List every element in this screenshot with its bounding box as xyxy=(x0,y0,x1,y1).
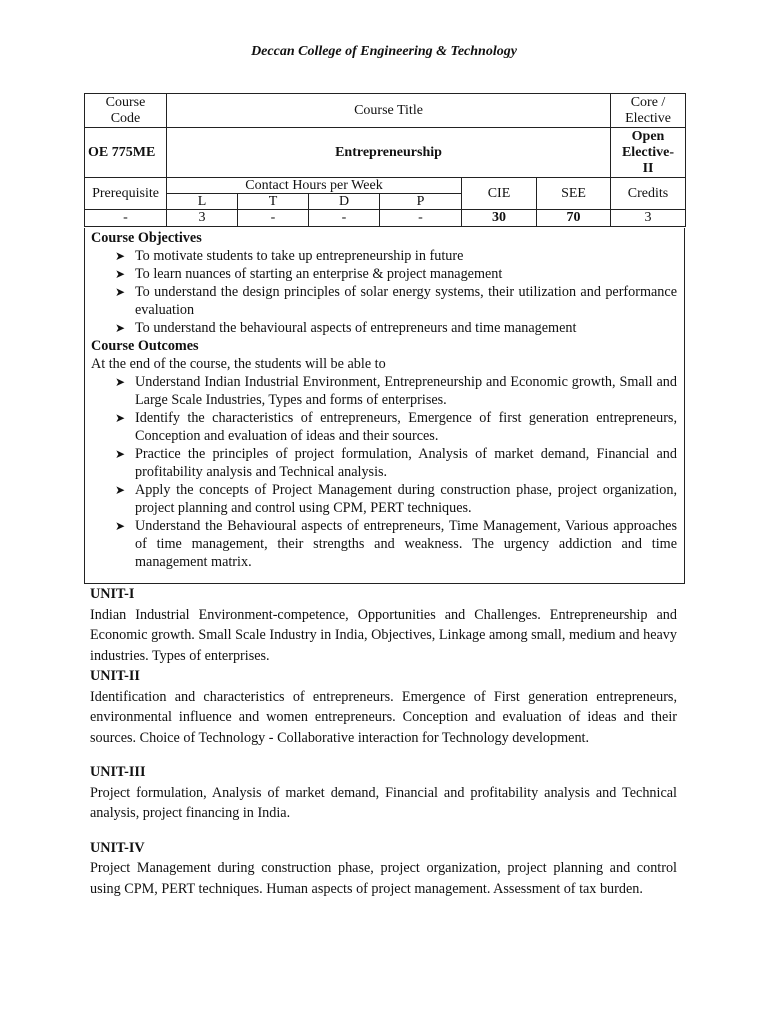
p-header: P xyxy=(380,194,462,210)
unit-body: Project formulation, Analysis of market demand, Financial and profitability analysis and Technical analysis, project financing in India. xyxy=(90,784,677,821)
t-value: - xyxy=(238,210,309,227)
course-code-value: OE 775ME xyxy=(85,128,167,178)
outcomes-heading: Course Outcomes xyxy=(91,338,199,354)
course-title-header: Course Title xyxy=(167,94,611,128)
arrow-bullet-icon: ➤ xyxy=(115,375,126,389)
objectives-heading: Course Objectives xyxy=(91,230,202,246)
outcome-item: ➤ Identify the characteristics of entrepreneurs, Emergence of first generation entrepreneurs, Conception and evaluation of ideas and their sources. xyxy=(115,410,677,444)
unit-title: UNIT-III xyxy=(90,764,146,780)
prerequisite-header: Prerequisite xyxy=(85,178,167,210)
arrow-bullet-icon: ➤ xyxy=(115,483,126,497)
outcome-item: ➤ Practice the principles of project formulation, Analysis of market demand, Financial and profitability analysis and Technical analysis. xyxy=(115,446,677,480)
outcomes-list xyxy=(91,373,677,571)
see-value: 70 xyxy=(537,210,611,227)
d-header: D xyxy=(309,194,380,210)
arrow-bullet-icon: ➤ xyxy=(115,285,126,299)
credits-value: 3 xyxy=(611,210,686,227)
contact-hours-header: Contact Hours per Week xyxy=(167,178,462,194)
t-header: T xyxy=(238,194,309,210)
outcome-item: ➤ Apply the concepts of Project Management during construction phase, project organization, project planning and control using CPM, PERT techniques. xyxy=(115,482,677,516)
d-value: - xyxy=(309,210,380,227)
arrow-bullet-icon: ➤ xyxy=(115,249,126,263)
arrow-bullet-icon: ➤ xyxy=(115,447,126,461)
objective-item: ➤ To learn nuances of starting an enterprise & project management xyxy=(115,266,503,282)
arrow-bullet-icon: ➤ xyxy=(115,321,126,335)
unit-body: Identification and characteristics of entrepreneurs. Emergence of First generation entrepreneurs, environmental influence and women entrepreneurs. Conception and evaluation of ideas and their sources. Choice of Technology - Collaborative interaction for Technology development. xyxy=(90,688,677,746)
l-header: L xyxy=(167,194,238,210)
prerequisite-value: - xyxy=(85,210,167,227)
unit-title: UNIT-I xyxy=(90,586,135,602)
course-title-value: Entrepreneurship xyxy=(167,128,611,178)
objective-item: ➤ To understand the design principles of solar energy systems, their utilization and performance evaluation xyxy=(115,284,677,318)
arrow-bullet-icon: ➤ xyxy=(115,519,126,533)
cie-value: 30 xyxy=(462,210,537,227)
l-value: 3 xyxy=(167,210,238,227)
cie-header: CIE xyxy=(462,178,537,210)
core-elective-value: Open Elective- II xyxy=(611,128,686,178)
outcome-item: ➤ Understand the Behavioural aspects of entrepreneurs, Time Management, Various approaches of time management, their strengths and weakness. The urgency addiction and time management matrix. xyxy=(115,518,677,570)
course-code-header: Course Code xyxy=(85,94,167,128)
objectives-outcomes-box xyxy=(84,228,685,584)
p-value: - xyxy=(380,210,462,227)
units-section xyxy=(90,584,677,899)
objectives-list xyxy=(91,247,677,337)
course-info-table xyxy=(84,93,686,227)
see-header: SEE xyxy=(537,178,611,210)
unit-body: Indian Industrial Environment-competence, Opportunities and Challenges. Entrepreneurship and Economic growth. Small Scale Industry in India, Objectives, Linkage among small, medium and heavy industries. Types of enterprises. xyxy=(90,606,677,664)
core-elective-header: Core / Elective xyxy=(611,94,686,128)
outcome-item: ➤ Understand Indian Industrial Environment, Entrepreneurship and Economic growth, Small and Large Scale Industries, Types and forms of enterprises. xyxy=(115,374,677,408)
institution-header: Deccan College of Engineering & Technology xyxy=(251,44,517,59)
unit-title: UNIT-II xyxy=(90,668,140,684)
outcomes-intro: At the end of the course, the students will be able to xyxy=(91,356,386,372)
arrow-bullet-icon: ➤ xyxy=(115,411,126,425)
unit-body: Project Management during construction phase, project organization, project planning and control using CPM, PERT techniques. Human aspects of project management. Assessment of tax burden. xyxy=(90,860,677,897)
credits-header: Credits xyxy=(611,178,686,210)
objective-item: ➤ To motivate students to take up entrepreneurship in future xyxy=(115,248,464,264)
objective-item: ➤ To understand the behavioural aspects of entrepreneurs and time management xyxy=(115,320,577,336)
arrow-bullet-icon: ➤ xyxy=(115,267,126,281)
unit-title: UNIT-IV xyxy=(90,839,145,856)
